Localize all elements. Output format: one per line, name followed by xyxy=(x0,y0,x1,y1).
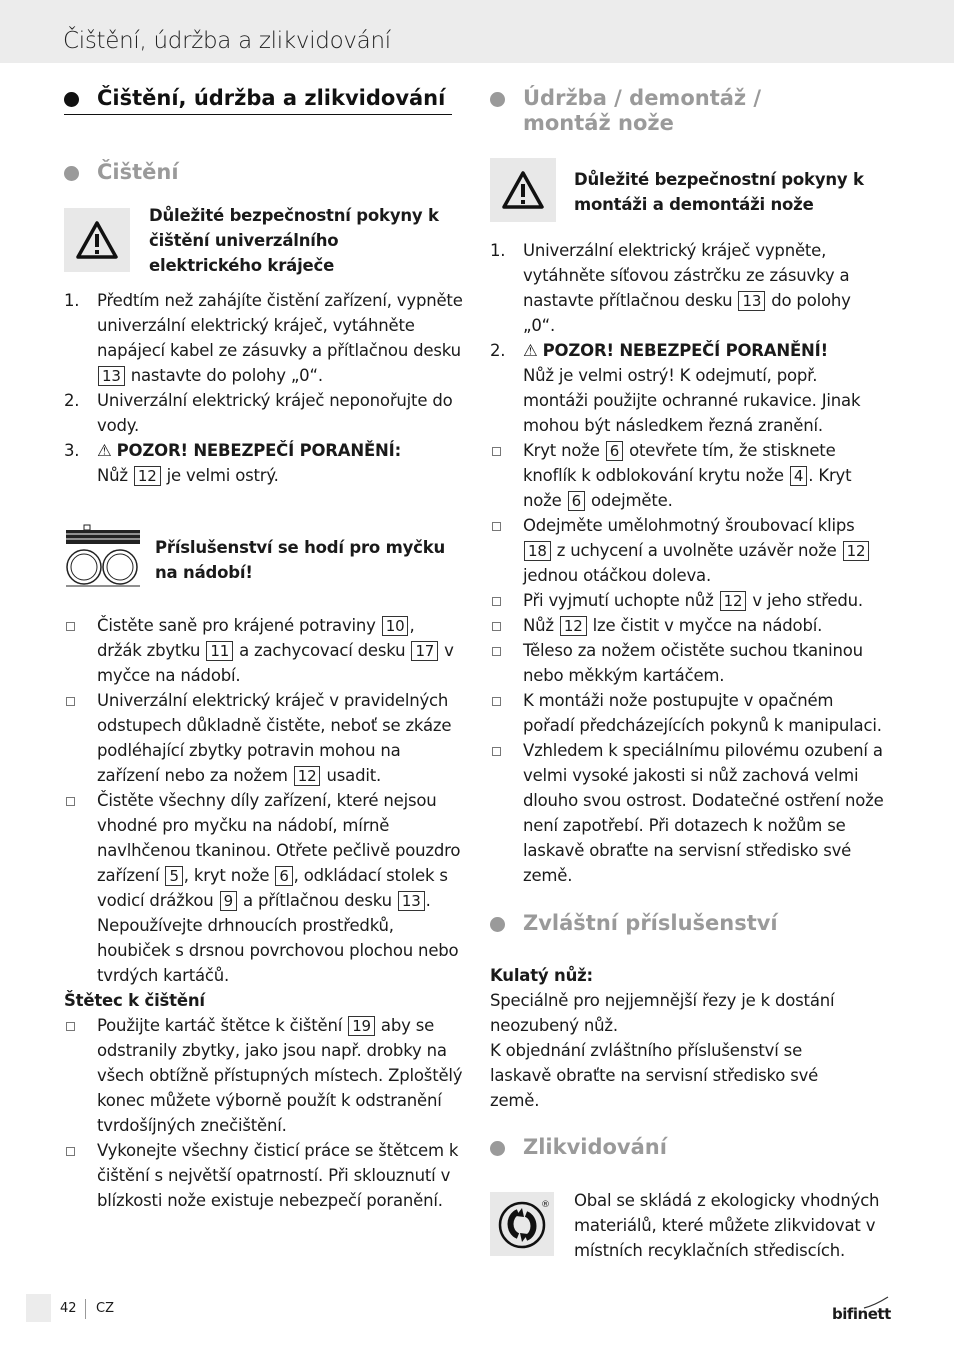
warning-small-icon: ⚠ xyxy=(97,441,112,460)
accessories-heading xyxy=(490,911,778,936)
dishwasher-icon xyxy=(64,524,142,590)
round-knife-label: Kulatý nůž: xyxy=(490,966,593,985)
square-bullet-icon xyxy=(492,697,501,706)
section-title: Čištění, údržba a zlikvidování xyxy=(97,86,446,110)
disposal-text: Obal se skládá z ekologicky vhodných materiálů, které můžete zlikvidovat v místních recyklačních střediscích. xyxy=(574,1191,880,1260)
list-item: K montáži nože postupujte v opačném pořadí předcházejících pokynů k manipulaci. xyxy=(490,688,885,738)
brand-logo: bifinett xyxy=(832,1305,891,1323)
list-item: Při vyjmutí uchopte nůž 12 v jeho středu. xyxy=(490,588,885,613)
list-item: Vykonejte všechny čisticí práce se štětcem k čištění s největší opatrností. Při sklouznutí v blízkosti nože existuje nebezpečí poranění. xyxy=(64,1138,464,1213)
list-item: 2. Univerzální elektrický kráječ neponořujte do vody. xyxy=(64,391,453,435)
square-bullet-icon xyxy=(66,797,75,806)
subsection-title: Čištění xyxy=(97,160,179,184)
square-bullet-icon xyxy=(492,622,501,631)
list-item: Čistěte saně pro krájené potraviny 10 , držák zbytku 11 a zachycovací desku 17 v myčce na nádobí. xyxy=(64,613,464,688)
language-code: CZ xyxy=(96,1301,114,1316)
square-bullet-icon xyxy=(492,747,501,756)
accessories-paragraph: Speciálně pro nejjemnější řezy je k dostání neozubený nůž. xyxy=(490,991,835,1035)
dishwasher-note: Příslušenství se hodí pro myčku na nádobí! xyxy=(155,538,446,582)
warning-small-icon: ⚠ xyxy=(523,341,538,360)
page-header-bar xyxy=(0,0,954,63)
heading-bullet-icon xyxy=(64,166,79,181)
registered-mark: ® xyxy=(541,1200,550,1210)
maintenance-steps xyxy=(490,238,885,438)
warning-text: Důležité bezpečnostní pokyny k montáži a demontáži nože xyxy=(574,170,864,214)
brush-heading: Štětec k čištění xyxy=(64,991,205,1010)
square-bullet-icon xyxy=(492,522,501,531)
accessories-paragraph: K objednání zvláštního příslušenství se laskavě obraťte na servisní středisko své země. xyxy=(490,1041,819,1110)
cleaning-bullets xyxy=(64,613,464,988)
square-bullet-icon xyxy=(492,597,501,606)
list-item: 3. ⚠ POZOR! NEBEZPEČÍ PORANĚNÍ: Nůž 12 je velmi ostrý. xyxy=(64,441,401,485)
warning-icon xyxy=(64,208,130,272)
footer-tab xyxy=(26,1294,51,1322)
square-bullet-icon xyxy=(66,622,75,631)
heading-bullet-icon xyxy=(490,1141,505,1156)
list-item: 1. Univerzální elektrický kráječ vypněte, vytáhněte síťovou zástrčku ze zásuvky a nastavte přítlačnou desku 13 do polohy „0“. xyxy=(490,241,851,335)
subsection-title: Údržba / demontáž / montáž nože xyxy=(523,86,762,135)
cleaning-heading xyxy=(64,160,179,185)
square-bullet-icon xyxy=(66,697,75,706)
brush-bullets xyxy=(64,1013,464,1213)
brand-swoosh-icon xyxy=(862,1296,890,1310)
subsection-title: Zlikvidování xyxy=(523,1135,667,1159)
accessories-text xyxy=(490,963,860,1113)
cleaning-steps xyxy=(64,288,464,488)
page-header-title: Čištění, údržba a zlikvidování xyxy=(63,28,391,54)
heading-bullet-icon xyxy=(490,917,505,932)
maintenance-bullets xyxy=(490,438,885,888)
maintenance-heading xyxy=(490,86,890,136)
heading-bullet-icon xyxy=(490,92,505,107)
footer-divider xyxy=(85,1299,86,1319)
list-item: Odejměte umělohmotný šroubovací klips 18 z uchycení a uvolněte uzávěr nože 12 jednou otáčkou doleva. xyxy=(490,513,885,588)
ref-number: 13 xyxy=(98,366,125,386)
left-main-heading xyxy=(64,86,452,115)
list-item: Těleso za nožem očistěte suchou tkaninou nebo měkkým kartáčem. xyxy=(490,638,885,688)
page-number: 42 xyxy=(60,1301,77,1316)
list-item: Nůž 12 lze čistit v myčce na nádobí. xyxy=(490,613,885,638)
list-item: Použijte kartáč štětce k čištění 19 aby se odstranily zbytky, jako jsou např. drobky na všech obtížně přístupných místech. Zploštělý konec můžete výborně použít k odstranění tvrdošíjných znečištění. xyxy=(64,1013,464,1138)
square-bullet-icon xyxy=(492,647,501,656)
square-bullet-icon xyxy=(66,1022,75,1031)
green-dot-recycling-icon xyxy=(490,1192,554,1256)
list-item: Vzhledem k speciálnímu pilovému ozubení a velmi vysoké jakosti si nůž zachová velmi dlouho svou ostrost. Dodatečné ostření nože není zapotřebí. Při dotazech k nožům se laskavě obraťte na servisní středisko své země. xyxy=(490,738,885,888)
heading-bullet-icon xyxy=(64,92,79,107)
list-item: Univerzální elektrický kráječ v pravidelných odstupech důkladně čistěte, neboť se zkáze podléhající zbytky potravin mohou na zařízení nebo za nožem 12 usadit. xyxy=(64,688,464,788)
list-item: 1. Předtím než zahájíte čistění zařízení, vypněte univerzální elektrický kráječ, vytáhněte napájecí kabel ze zásuvky a přítlačnou desku 13 nastavte do polohy „0“. xyxy=(64,291,463,385)
square-bullet-icon xyxy=(66,1147,75,1156)
list-item: Kryt nože 6 otevřete tím, že stisknete knoflík k odblokování krytu nože 4 . Kryt nože 6 odejměte. xyxy=(490,438,885,513)
ref-number: 12 xyxy=(134,466,161,486)
square-bullet-icon xyxy=(492,447,501,456)
warning-icon xyxy=(490,158,556,222)
disposal-heading xyxy=(490,1135,667,1160)
warning-text: Důležité bezpečnostní pokyny k čištění univerzálního elektrického kráječe xyxy=(149,206,439,275)
list-item: 2. ⚠ POZOR! NEBEZPEČÍ PORANĚNÍ! Nůž je velmi ostrý! K odejmutí, popř. montáži použijte ochranné rukavice. Jinak mohou být následkem řezná zranění. xyxy=(490,341,861,435)
subsection-title: Zvláštní příslušenství xyxy=(523,911,778,935)
list-item: Čistěte všechny díly zařízení, které nejsou vhodné pro myčku na nádobí, mírně navlhčenou tkaninou. Otřete pečlivě pouzdro zařízení 5 , kryt nože 6 , odkládací stolek s vodicí drážkou 9 a přítlačnou desku 13 . Nepoužívejte drhnoucích prostředků, houbiček s drsnou povrchovou plochou nebo tvrdých kartáčů. xyxy=(64,788,464,988)
